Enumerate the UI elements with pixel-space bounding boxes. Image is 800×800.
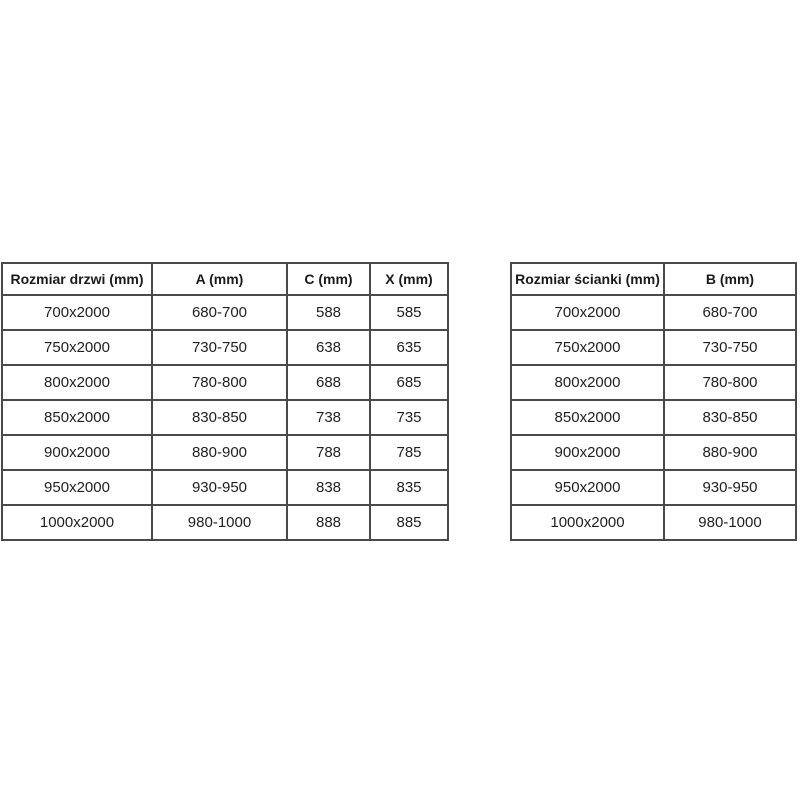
column-header: A (mm): [152, 263, 287, 295]
table-cell: 900x2000: [511, 435, 664, 470]
table-cell: 680-700: [152, 295, 287, 330]
table-cell: 1000x2000: [2, 505, 152, 540]
table-cell: 730-750: [664, 330, 796, 365]
table-cell: 980-1000: [152, 505, 287, 540]
table-cell: 785: [370, 435, 448, 470]
table-cell: 950x2000: [2, 470, 152, 505]
table-cell: 930-950: [152, 470, 287, 505]
table-cell: 1000x2000: [511, 505, 664, 540]
table-row: [2, 295, 448, 330]
table-cell: 588: [287, 295, 370, 330]
table-cell: 900x2000: [2, 435, 152, 470]
table-row: [511, 505, 796, 540]
table-cell: 735: [370, 400, 448, 435]
table-cell: 850x2000: [2, 400, 152, 435]
table-cell: 635: [370, 330, 448, 365]
wall-panel-sizes-table: [510, 262, 797, 541]
table-row: [511, 295, 796, 330]
table-cell: 880-900: [152, 435, 287, 470]
door-sizes-table: [1, 262, 449, 541]
table-cell: 800x2000: [511, 365, 664, 400]
table-cell: 780-800: [664, 365, 796, 400]
table-cell: 688: [287, 365, 370, 400]
column-header: Rozmiar ścianki (mm): [511, 263, 664, 295]
table-row: [2, 505, 448, 540]
table-cell: 888: [287, 505, 370, 540]
table-row: [2, 435, 448, 470]
table-cell: 830-850: [152, 400, 287, 435]
table-row: [2, 365, 448, 400]
table-row: [511, 470, 796, 505]
table-cell: 788: [287, 435, 370, 470]
table-cell: 885: [370, 505, 448, 540]
table-row: [511, 365, 796, 400]
table-row: [2, 470, 448, 505]
table-cell: 680-700: [664, 295, 796, 330]
column-header: Rozmiar drzwi (mm): [2, 263, 152, 295]
table-cell: 685: [370, 365, 448, 400]
header-row: [511, 263, 796, 295]
table-cell: 700x2000: [2, 295, 152, 330]
column-header: B (mm): [664, 263, 796, 295]
table-cell: 780-800: [152, 365, 287, 400]
table-cell: 850x2000: [511, 400, 664, 435]
table-cell: 835: [370, 470, 448, 505]
table-cell: 730-750: [152, 330, 287, 365]
table-cell: 880-900: [664, 435, 796, 470]
table-cell: 750x2000: [2, 330, 152, 365]
table-row: [511, 330, 796, 365]
table-row: [2, 330, 448, 365]
table-row: [511, 400, 796, 435]
table-row: [511, 435, 796, 470]
table-row: [2, 400, 448, 435]
column-header: X (mm): [370, 263, 448, 295]
table-cell: 830-850: [664, 400, 796, 435]
table-cell: 738: [287, 400, 370, 435]
table-cell: 980-1000: [664, 505, 796, 540]
column-header: C (mm): [287, 263, 370, 295]
table-cell: 800x2000: [2, 365, 152, 400]
table-cell: 930-950: [664, 470, 796, 505]
table-cell: 700x2000: [511, 295, 664, 330]
table-cell: 950x2000: [511, 470, 664, 505]
table-cell: 838: [287, 470, 370, 505]
table-cell: 585: [370, 295, 448, 330]
table-cell: 750x2000: [511, 330, 664, 365]
header-row: [2, 263, 448, 295]
table-cell: 638: [287, 330, 370, 365]
